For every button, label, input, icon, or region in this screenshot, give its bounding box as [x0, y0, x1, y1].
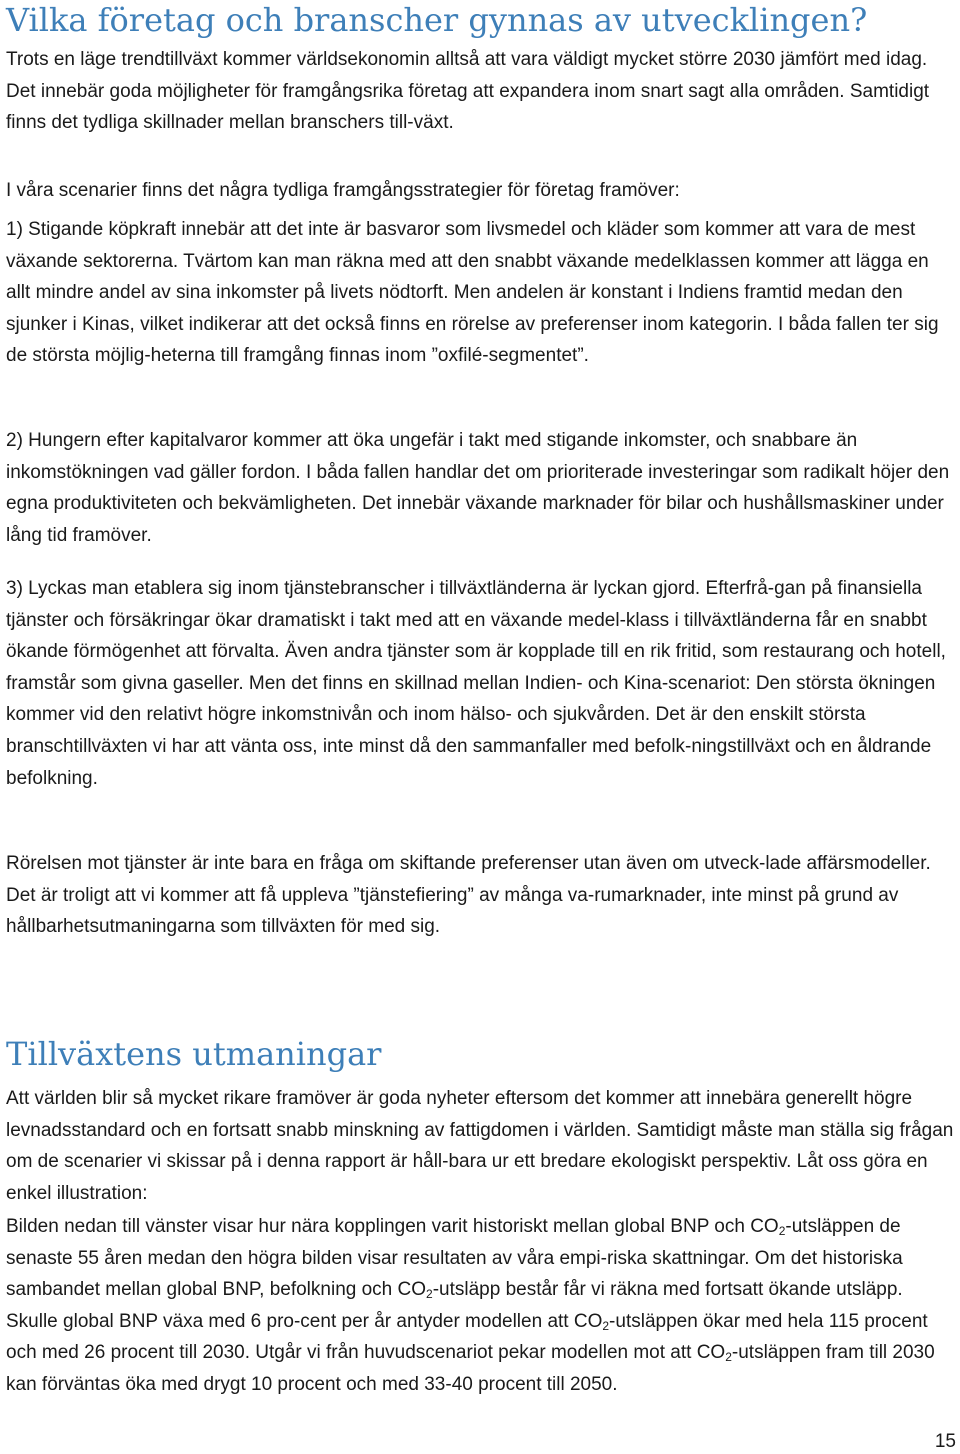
co2-text-part-3: -utsläpp består får vi räkna med fortsatt ökande utsläpp. Skulle global BNP växa med 6 pro-cent per år antyder modellen att CO	[6, 1279, 903, 1332]
page-number: 15	[934, 1431, 956, 1452]
intro-paragraph: Trots en läge trendtillväxt kommer världsekonomin alltså att vara väldigt mycket större 2030 jämfört med idag. Det innebär goda möjligheter för framgångsrika företag att expandera inom snart sagt alla områden. Samtidigt finns det tydliga skillnader mellan branschers till-växt.	[6, 49, 930, 134]
strategy-point-2-paragraph: 2) Hungern efter kapitalvaror kommer att öka ungefär i takt med stigande inkomster, och snabbare än inkomstökningen vad gäller fordon. I båda fallen handlar det om prioriterade investeringar som radikalt höjer den egna produktiviteten och bekvämligheten. Det innebär växande marknader för bilar och hushållsmaskiner under lång tid framöver.	[6, 430, 950, 546]
co2-emissions-paragraph	[6, 1211, 956, 1401]
section-heading-growth-challenges: Tillväxtens utmaningar	[6, 1035, 382, 1073]
co2-subscript-1: 2	[778, 1224, 786, 1238]
co2-text-part-1: Bilden nedan till vänster visar hur nära kopplingen varit historiskt mellan global BNP och CO	[6, 1216, 779, 1237]
co2-subscript-4: 2	[725, 1350, 732, 1365]
growth-challenges-paragraph: Att världen blir så mycket rikare framöver är goda nyheter eftersom det kommer att innebära generellt högre levnadsstandard och en fortsatt snabb minskning av fattigdomen i världen. Samtidigt måste man ställa sig frågan om de scenarier vi skissar på i denna rapport är håll-bara ur ett bredare ekologiskt perspektiv. Låt oss göra en enkel illustration:	[6, 1088, 954, 1204]
co2-text-part-2: -utsläppen de senaste 55 åren medan den högra bilden visar resultaten av våra empi-riska skattningar. Om det historiska sambandet mellan global BNP, befolkning och CO	[6, 1216, 903, 1301]
services-paragraph: Rörelsen mot tjänster är inte bara en fråga om skiftande preferenser utan även om utveck-lade affärsmodeller. Det är troligt att vi kommer att få uppleva ”tjänstefiering” av många va-rumarknader, inte minst på grund av hållbarhetsutmaningarna som tillväxten för med sig.	[6, 853, 931, 938]
strategy-point-1-paragraph: 1) Stigande köpkraft innebär att det inte är basvaror som livsmedel och kläder som kommer att vara de mest växande sektorerna. Tvärtom kan man räkna med att den snabbt växande medelklassen kommer att lägga en allt mindre andel av sina inkomster på livets nödtorft. Men andelen är konstant i Indiens framtid medan den sjunker i Kinas, vilket indikerar att det också finns en rörelse av preferenser inom kategorin. I båda fallen ter sig de största möjlig-heterna till framgång finnas inom ”oxfilé-segmentet”.	[6, 219, 939, 367]
section-heading-companies-industries: Vilka företag och branscher gynnas av utvecklingen?	[6, 1, 868, 39]
co2-subscript-3: 2	[602, 1318, 610, 1333]
co2-subscript-2: 2	[426, 1287, 433, 1302]
strategy-point-3-paragraph: 3) Lyckas man etablera sig inom tjänstebranscher i tillväxtländerna är lyckan gjord. Efterfrå-gan på finansiella tjänster och försäkringar ökar dramatiskt i takt med att en växande medel-klass i tillväxtländerna får en snabbt ökande förmögenhet att förvalta. Även andra tjänster som är kopplade till en rik fritid, som restaurang och hotell, framstår som givna gaseller. Men det finns en skillnad mellan Indien- och Kina-scenariot: Den största ökningen kommer vid den relativt högre inkomstnivån och inom hälso- och sjukvården. Det är den enskilt största branschtillväxten vi har att vänta oss, inte minst då den sammanfaller med befolk-ningstillväxt och en åldrande befolkning.	[6, 578, 946, 789]
co2-text-part-5: -utsläppen fram till 2030 kan förväntas öka med drygt 10 procent och med 33-40 procent till 2050.	[6, 1342, 935, 1395]
strategies-intro-paragraph: I våra scenarier finns det några tydliga framgångsstrategier för företag framöver:	[6, 180, 680, 201]
co2-text-part-4: -utsläppen ökar med hela 115 procent och med 26 procent till 2030. Utgår vi från huvudscenariot pekar modellen mot att CO	[6, 1310, 928, 1364]
